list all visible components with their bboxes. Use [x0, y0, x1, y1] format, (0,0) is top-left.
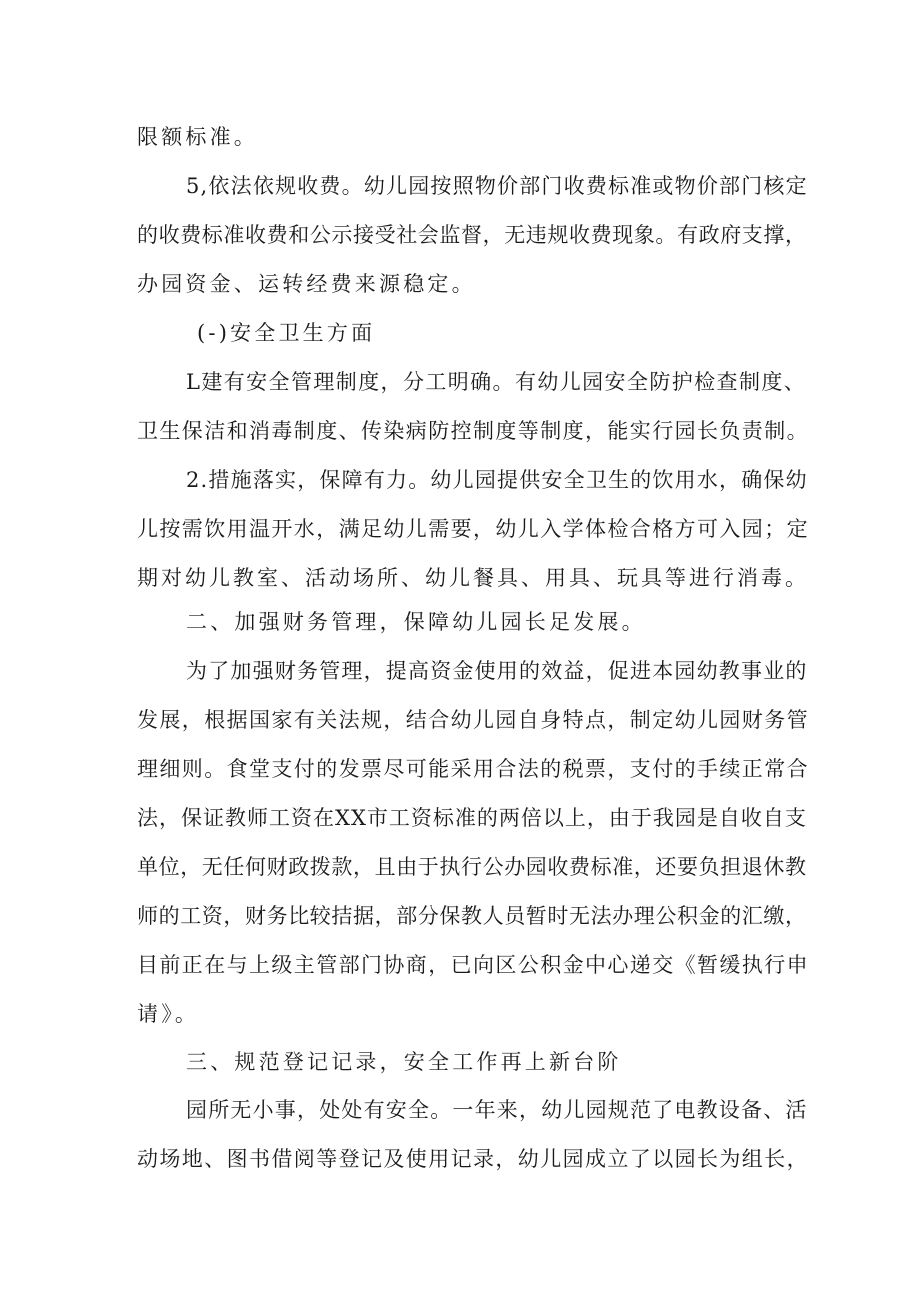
text-line: 发展，根据国家有关法规，结合幼儿园自身特点，制定幼儿园财务管	[137, 708, 809, 732]
section-heading: (-)安全卫生方面	[197, 321, 376, 345]
text-line: 5,依法依规收费。幼儿园按照物价部门收费标准或物价部门核定	[186, 174, 808, 198]
text-line: 目前正在与上级主管部门协商，已向区公积金中心递交《暂缓执行申	[137, 953, 809, 977]
text-line: 师的工资，财务比较拮据，部分保教人员暂时无法办理公积金的汇缴，	[137, 904, 807, 928]
section-heading: 三、规范登记记录，安全工作再上新台阶	[186, 1050, 622, 1074]
text-line: 理细则。食堂支付的发票尽可能采用合法的税票，支付的手续正常合	[137, 757, 809, 781]
text-line: 单位，无任何财政拨款，且由于执行公办园收费标准，还要负担退休教	[137, 855, 807, 879]
text-line: 为了加强财务管理，提高资金使用的效益，促进本园幼教事业的	[186, 659, 808, 683]
text-line: 儿按需饮用温开水，满足幼儿需要，幼儿入学体检合格方可入园；定	[137, 517, 809, 541]
text-line: 园所无小事，处处有安全。一年来，幼儿园规范了电教设备、活	[186, 1098, 808, 1122]
text-line: 卫生保洁和消毒制度、传染病防控制度等制度，能实行园长负责制。	[137, 419, 809, 443]
text-line: 期对幼儿教室、活动场所、幼儿餐具、用具、玩具等进行消毒。	[137, 566, 809, 590]
text-line: 2.措施落实，保障有力。幼儿园提供安全卫生的饮用水，确保幼	[186, 468, 808, 492]
text-line: 动场地、图书借阅等登记及使用记录，幼儿园成立了以园长为组长，	[137, 1147, 809, 1171]
text-line: L建有安全管理制度，分工明确。有幼儿园安全防护检查制度、	[186, 370, 807, 394]
text-line: 限额标准。	[137, 125, 258, 149]
text-line: 法，保证教师工资在XX市工资标准的两倍以上，由于我园是自收自支	[137, 806, 807, 830]
section-heading: 二、加强财务管理，保障幼儿园长足发展。	[186, 610, 646, 634]
text-line: 的收费标准收费和公示接受社会监督，无违规收费现象。有政府支撑，	[137, 223, 807, 247]
text-line: 请》。	[137, 1002, 200, 1026]
text-line: 办园资金、运转经费来源稳定。	[137, 272, 476, 296]
